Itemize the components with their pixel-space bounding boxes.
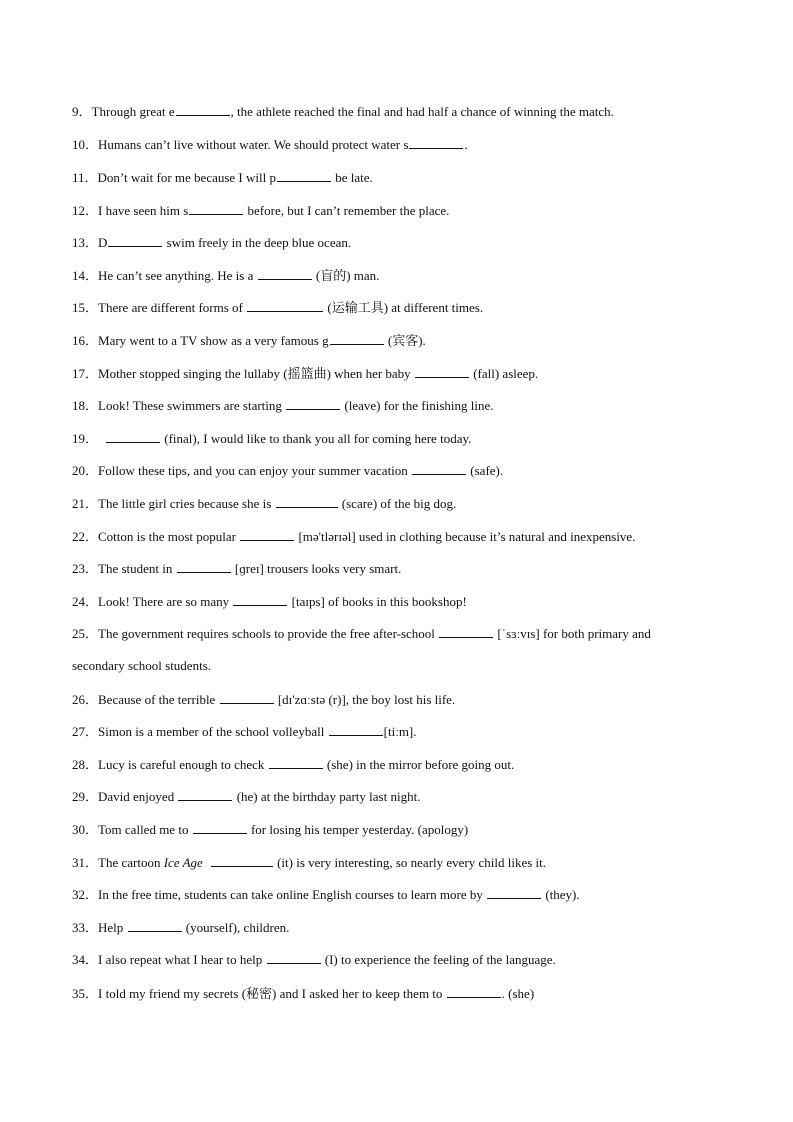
question-text: [ɡreɪ] trousers looks very smart. — [231, 561, 402, 576]
question-text: (运输工具) at different times. — [324, 300, 484, 315]
question-text: (宾客). — [384, 333, 426, 348]
question-14 — [72, 267, 733, 284]
answer-blank[interactable] — [412, 462, 466, 475]
answer-blank[interactable] — [176, 103, 230, 116]
answer-blank[interactable] — [415, 365, 469, 378]
question-text: David enjoyed — [98, 789, 178, 804]
question-text: [mə'tlərɪəl] used in clothing because it’s natural and inexpensive. — [295, 529, 636, 544]
question-number: 16． — [72, 333, 99, 348]
question-number: 22． — [72, 529, 99, 544]
question-text: (they). — [542, 887, 580, 902]
question-number: 11． — [72, 170, 98, 185]
question-text: I have seen him s — [98, 203, 189, 218]
answer-blank[interactable] — [329, 723, 383, 736]
question-text: before, but I can’t remember the place. — [244, 203, 450, 218]
answer-blank[interactable] — [106, 430, 160, 443]
answer-blank[interactable] — [330, 332, 384, 345]
question-text: [ˈsɜːvɪs] for both primary and — [494, 626, 651, 641]
question-number: 25． — [72, 626, 99, 641]
question-number: 24． — [72, 594, 99, 609]
question-text: He can’t see anything. He is a — [98, 268, 257, 283]
question-text: (he) at the birthday party last night. — [233, 789, 421, 804]
question-32 — [72, 886, 733, 903]
answer-blank[interactable] — [108, 234, 162, 247]
question-17 — [72, 365, 733, 382]
question-text: Tom called me to — [98, 822, 192, 837]
question-text: (it) is very interesting, so nearly every child likes it. — [273, 855, 547, 870]
question-26 — [72, 691, 733, 708]
question-text: Humans can’t live without water. We should protect water s — [98, 137, 409, 152]
question-text: secondary school students. — [72, 658, 212, 673]
question-text: There are different forms of — [98, 300, 247, 315]
question-text: Cotton is the most popular — [98, 529, 240, 544]
question-text: Don’t wait for me because I will p — [97, 170, 276, 185]
question-text: . — [464, 137, 468, 152]
question-text: (盲的) man. — [312, 268, 380, 283]
answer-blank[interactable] — [286, 397, 340, 410]
answer-blank[interactable] — [487, 886, 541, 899]
question-text: Mary went to a TV show as a very famous g — [98, 333, 329, 348]
question-text: Help — [98, 920, 127, 935]
question-31 — [72, 854, 733, 871]
question-text: (she) in the mirror before going out. — [323, 757, 515, 772]
question-text: I also repeat what I hear to help — [98, 952, 266, 967]
question-text: Follow these tips, and you can enjoy your summer vacation — [98, 463, 412, 478]
question-33 — [72, 919, 733, 936]
question-text: [taɪps] of books in this bookshop! — [288, 594, 467, 609]
question-text: The student in — [98, 561, 176, 576]
answer-blank[interactable] — [178, 788, 232, 801]
cartoon-title: Ice Age — [163, 855, 203, 870]
question-number: 18． — [72, 398, 99, 413]
question-text: Look! These swimmers are starting — [98, 398, 286, 413]
answer-blank[interactable] — [193, 821, 247, 834]
question-23 — [72, 560, 733, 577]
question-text: The government requires schools to provide the free after-school — [98, 626, 439, 641]
question-number: 12． — [72, 203, 99, 218]
question-number: 28． — [72, 757, 99, 772]
question-text: Lucy is careful enough to check — [98, 757, 268, 772]
question-15 — [72, 299, 733, 316]
question-13 — [72, 234, 733, 251]
question-number: 31． — [72, 855, 99, 870]
answer-blank[interactable] — [211, 854, 273, 867]
question-text: . (she) — [501, 986, 535, 1001]
question-22 — [72, 528, 733, 545]
question-number: 20． — [72, 463, 99, 478]
answer-blank[interactable] — [128, 919, 182, 932]
question-35 — [72, 985, 733, 1002]
question-text: (leave) for the finishing line. — [341, 398, 494, 413]
question-text: D — [98, 235, 108, 250]
question-number: 33． — [72, 920, 99, 935]
question-text: Because of the terrible — [98, 692, 219, 707]
question-29 — [72, 788, 733, 805]
question-number: 13． — [72, 235, 99, 250]
question-number: 15． — [72, 300, 99, 315]
answer-blank[interactable] — [247, 299, 323, 312]
question-text: (I) to experience the feeling of the language. — [321, 952, 556, 967]
question-number: 29． — [72, 789, 99, 804]
question-text: , the athlete reached the final and had half a chance of winning the match. — [230, 104, 614, 119]
question-number: 14． — [72, 268, 99, 283]
question-text: (yourself), children. — [182, 920, 290, 935]
question-19 — [72, 430, 733, 447]
question-16 — [72, 332, 733, 349]
question-28 — [72, 756, 733, 773]
question-text: swim freely in the deep blue ocean. — [163, 235, 352, 250]
question-text: be late. — [332, 170, 373, 185]
question-text: In the free time, students can take online English courses to learn more by — [98, 887, 487, 902]
answer-blank[interactable] — [439, 625, 493, 638]
answer-blank[interactable] — [447, 985, 501, 998]
question-number: 35． — [72, 986, 99, 1001]
question-number: 19． — [72, 431, 99, 446]
question-text: I told my friend my secrets (秘密) and I asked her to keep them to — [98, 986, 446, 1001]
question-text: (safe). — [467, 463, 504, 478]
question-text: Look! There are so many — [98, 594, 233, 609]
question-text: The cartoon — [98, 855, 164, 870]
question-number: 32． — [72, 887, 99, 902]
answer-blank[interactable] — [277, 169, 331, 182]
question-20 — [72, 462, 733, 479]
question-30 — [72, 821, 733, 838]
question-number: 10． — [72, 137, 99, 152]
answer-blank[interactable] — [258, 267, 312, 280]
question-text: Through great e — [91, 104, 175, 119]
question-text: (final), I would like to thank you all for coming here today. — [161, 431, 472, 446]
answer-blank[interactable] — [177, 560, 231, 573]
answer-blank[interactable] — [409, 136, 463, 149]
question-number: 30． — [72, 822, 99, 837]
question-text: The little girl cries because she is — [98, 496, 275, 511]
question-text: Simon is a member of the school volleyball — [98, 724, 328, 739]
answer-blank[interactable] — [276, 495, 338, 508]
answer-blank[interactable] — [189, 202, 243, 215]
question-24 — [72, 593, 733, 610]
question-27 — [72, 723, 733, 740]
question-number: 27． — [72, 724, 99, 739]
answer-blank[interactable] — [233, 593, 287, 606]
question-number: 21． — [72, 496, 99, 511]
answer-blank[interactable] — [269, 756, 323, 769]
question-text: for losing his temper yesterday. (apology) — [247, 822, 469, 837]
question-number: 23． — [72, 561, 99, 576]
question-21 — [72, 495, 733, 512]
question-11 — [72, 169, 733, 186]
answer-blank[interactable] — [220, 691, 274, 704]
question-text: Mother stopped singing the lullaby (摇篮曲) when her baby — [98, 366, 414, 381]
question-25-continuation — [72, 658, 733, 674]
answer-blank[interactable] — [267, 951, 321, 964]
question-number: 26． — [72, 692, 99, 707]
question-18 — [72, 397, 733, 414]
question-9 — [72, 103, 733, 120]
answer-blank[interactable] — [240, 528, 294, 541]
question-number: 17． — [72, 366, 99, 381]
question-text: (fall) asleep. — [469, 366, 539, 381]
question-text: [tiːm]. — [383, 724, 417, 739]
question-text: (scare) of the big dog. — [338, 496, 457, 511]
question-number: 9． — [72, 104, 92, 119]
question-text: [dɪ'zɑːstə (r)], the boy lost his life. — [274, 692, 456, 707]
question-number: 34． — [72, 952, 99, 967]
question-34 — [72, 951, 733, 968]
question-10 — [72, 136, 733, 153]
question-12 — [72, 202, 733, 219]
question-25 — [72, 625, 733, 642]
